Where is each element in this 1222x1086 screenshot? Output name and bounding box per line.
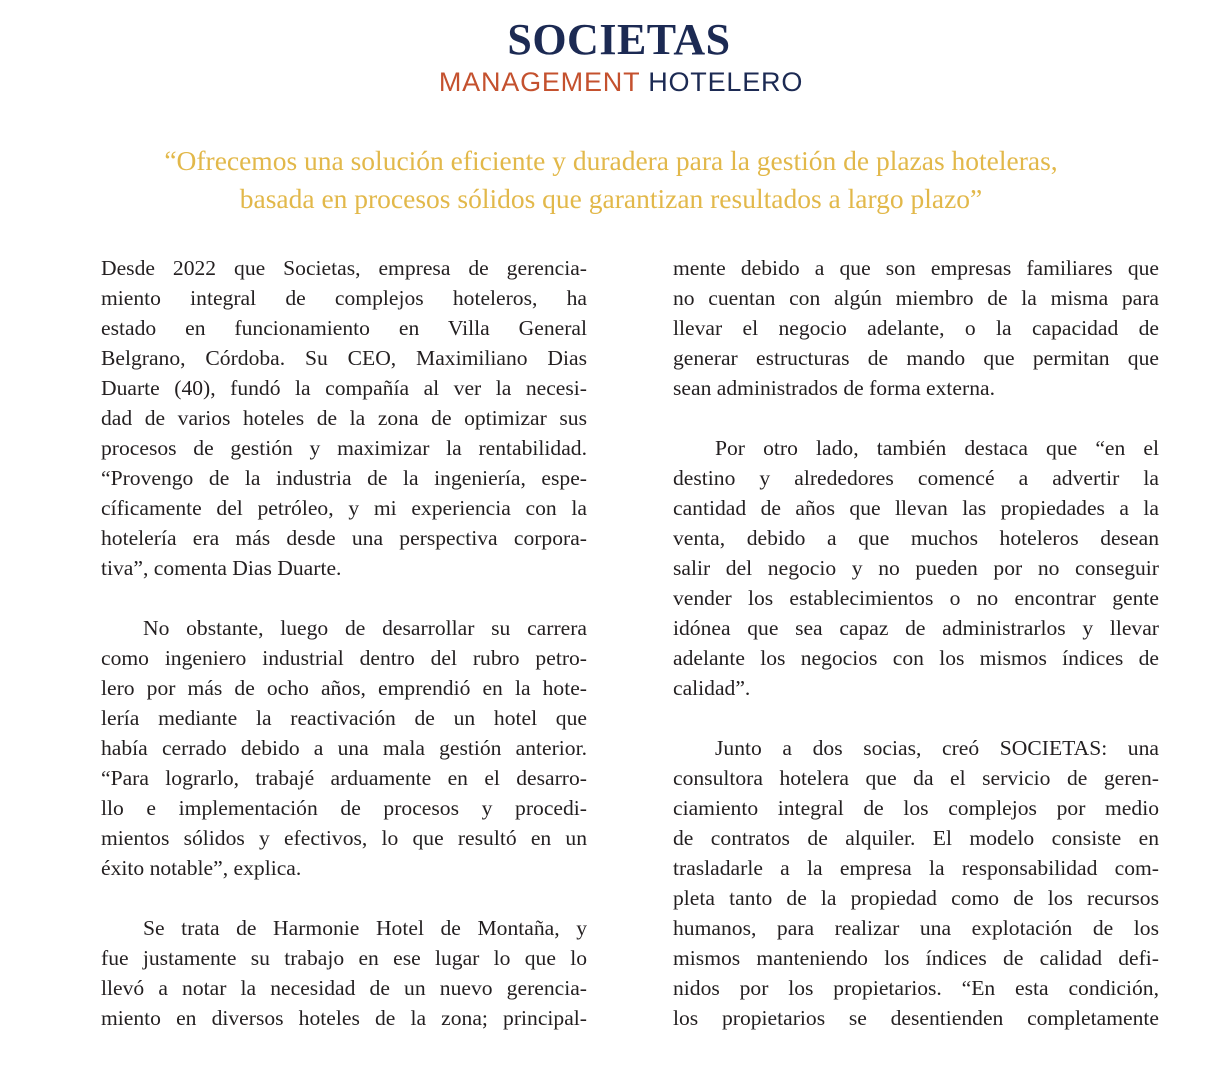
text-line: “Para lograrlo, trabajé arduamente en el desarro-	[101, 766, 587, 790]
text-line: tiva”, comenta Dias Duarte.	[101, 556, 342, 580]
text-line: generar estructuras de mando que permitan que	[673, 346, 1159, 370]
paragraph	[673, 253, 1159, 403]
text-line: vender los establecimientos o no encontrar gente	[673, 586, 1159, 610]
text-line: fue justamente su trabajo en ese lugar lo que lo	[101, 946, 587, 970]
paragraph	[673, 733, 1159, 1033]
text-line: llevó a notar la necesidad de un nuevo gerencia-	[101, 976, 587, 1000]
text-line: Junto a dos socias, creó SOCIETAS: una	[715, 736, 1159, 760]
text-line: sean administrados de forma externa.	[673, 376, 995, 400]
text-line: Belgrano, Córdoba. Su CEO, Maximiliano Dias	[101, 346, 587, 370]
text-line: éxito notable”, explica.	[101, 856, 302, 880]
paragraph	[101, 613, 587, 883]
paragraph	[101, 253, 587, 583]
text-line: de contratos de alquiler. El modelo consiste en	[673, 826, 1159, 850]
text-line: miento integral de complejos hoteleros, ha	[101, 286, 587, 310]
text-line: Por otro lado, también destaca que “en el	[715, 436, 1159, 460]
text-line: humanos, para realizar una explotación de los	[673, 916, 1159, 940]
masthead	[0, 14, 1222, 98]
pull-quote-line: basada en procesos sólidos que garantizan resultados a largo plazo”	[239, 183, 983, 214]
text-line: adelante los negocios con los mismos índices de	[673, 646, 1159, 670]
text-line: calidad”.	[673, 676, 751, 700]
text-line: venta, debido a que muchos hoteleros desean	[673, 526, 1159, 550]
text-line: miento en diversos hoteles de la zona; principal-	[101, 1006, 587, 1030]
text-line: estado en funcionamiento en Villa General	[101, 316, 587, 340]
brand-title: SOCIETAS	[507, 15, 731, 64]
text-line: no cuentan con algún miembro de la misma para	[673, 286, 1159, 310]
text-line: mismos manteniendo los índices de calidad defi-	[673, 946, 1159, 970]
text-line: destino y alrededores comencé a advertir la	[673, 466, 1159, 490]
text-line: “Provengo de la industria de la ingeniería, espe-	[101, 466, 587, 490]
text-line: los propietarios se desentienden completamente	[673, 1006, 1159, 1030]
article-column-right	[673, 253, 1159, 1033]
text-line: nidos por los propietarios. “En esta condición,	[673, 976, 1159, 1000]
text-line: ciamiento integral de los complejos por medio	[673, 796, 1159, 820]
text-line: como ingeniero industrial dentro del rubro petro-	[101, 646, 587, 670]
text-line: pleta tanto de la propiedad como de los recursos	[673, 886, 1159, 910]
paragraph	[101, 913, 587, 1033]
text-line: mente debido a que son empresas familiares que	[673, 256, 1159, 280]
text-line: trasladarle a la empresa la responsabilidad com-	[673, 856, 1159, 880]
text-line: cíficamente del petróleo, y mi experiencia con la	[101, 496, 587, 520]
pull-quote	[60, 142, 1162, 218]
article-column-left	[101, 253, 587, 1033]
brand-subtitle	[20, 66, 1222, 98]
text-line: llevar el negocio adelante, o la capacidad de	[673, 316, 1159, 340]
text-line: lería mediante la reactivación de un hotel que	[101, 706, 587, 730]
text-line: lero por más de ocho años, emprendió en la hote-	[101, 676, 587, 700]
text-line: cantidad de años que llevan las propiedades a la	[673, 496, 1159, 520]
text-line: hotelería era más desde una perspectiva corpora-	[101, 526, 587, 550]
text-line: mientos sólidos y efectivos, lo que resultó en un	[101, 826, 587, 850]
text-line: Se trata de Harmonie Hotel de Montaña, y	[143, 916, 587, 940]
text-line: llo e implementación de procesos y procedi-	[101, 796, 587, 820]
text-line: salir del negocio y no pueden por no conseguir	[673, 556, 1159, 580]
text-line: procesos de gestión y maximizar la rentabilidad.	[101, 436, 587, 460]
brand-subtitle-management: MANAGEMENT	[438, 67, 640, 97]
text-line: Duarte (40), fundó la compañía al ver la necesi-	[101, 376, 587, 400]
text-line: consultora hotelera que da el servicio de geren-	[673, 766, 1159, 790]
text-line: dad de varios hoteles de la zona de optimizar sus	[101, 406, 587, 430]
paragraph	[673, 433, 1159, 703]
pull-quote-line: “Ofrecemos una solución eficiente y duradera para la gestión de plazas hoteleras,	[164, 145, 1058, 176]
brand-subtitle-hotelero: HOTELERO	[648, 67, 804, 97]
text-line: Desde 2022 que Societas, empresa de gerencia-	[101, 256, 587, 280]
text-line: No obstante, luego de desarrollar su carrera	[143, 616, 587, 640]
text-line: idónea que sea capaz de administrarlos y llevar	[673, 616, 1159, 640]
text-line: había cerrado debido a una mala gestión anterior.	[101, 736, 587, 760]
